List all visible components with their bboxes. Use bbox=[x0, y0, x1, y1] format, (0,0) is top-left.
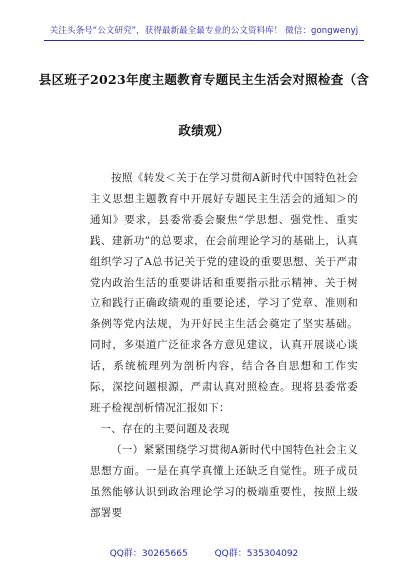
document-title-line-2: 政绩观） bbox=[178, 123, 230, 138]
section-heading-1: 一、存在的主要问题及表现 bbox=[100, 422, 230, 435]
body-paragraph-intro: 按照《转发＜关于在学习贯彻A新时代中国特色社会主义思想主题教育中开展好专题民主生活会的通知＞的通知》要求，县委常委会聚焦“学思想、强党性、重实践、建新功”的总要求，在会前理论学习的基础上，认真组织学习了A总书记关于党的建设的重要思想、关于严肃党内政治生活的重要讲话和重要指示批示精神、关于树立和践行正确政绩观的重要论述，学习了党章、准则和条例等党内法规，为开好民主生活会奠定了坚实基础。同时，多渠道广泛征求各方意见建议，认真开展谈心谈话，系统梳理列为剖析内容，结合各自思想和工作实际，深挖问题根源，严肃认真对照检查。现将县委常委班子检视剖析情况汇报如下： bbox=[90, 172, 358, 414]
footer-qq-group-2: QQ群：535304092 bbox=[214, 549, 299, 559]
document-body bbox=[90, 168, 358, 523]
footer-qq-group-1: QQ群：30265665 bbox=[109, 549, 188, 559]
footer-contact bbox=[0, 546, 408, 559]
body-paragraph-section-1: （一）紧紧围绕学习贯彻A新时代中国特色社会主义思想方面。一是在真学真懂上还缺乏自觉性。班子成员虽然能够认识到政治理论学习的极端重要性，按照上级部署要 bbox=[90, 443, 358, 519]
header-divider bbox=[44, 40, 364, 41]
document-title-line-1: 县区班子2023年度主题教育专题民主生活会对照检查（含 bbox=[38, 72, 370, 87]
header-banner: 关注头条号“公文研究”，获得最新最全最专业的公文资料库！ 微信：gongwenyj bbox=[49, 26, 359, 36]
